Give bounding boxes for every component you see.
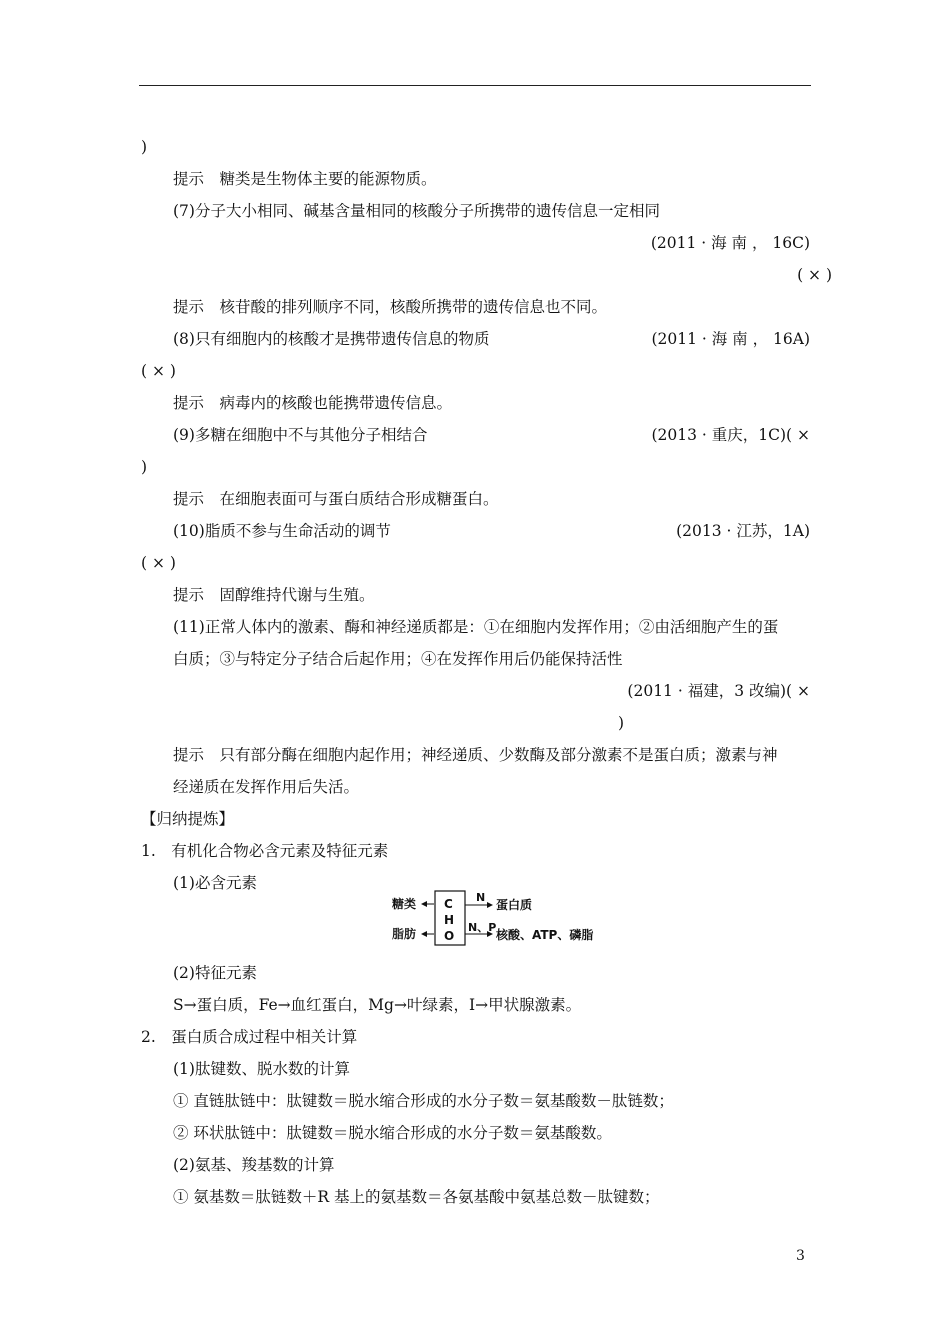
header-rule <box>139 85 811 86</box>
source-citation: (2011 · 海 南 ， 16C) <box>650 234 810 252</box>
numbered-heading: 1. 有机化合物必含元素及特征元素 <box>141 842 389 860</box>
hint-line-cont: 经递质在发挥作用后失活。 <box>173 778 360 796</box>
text-line: ) <box>618 714 625 732</box>
diagram-np-label: N、P <box>468 921 497 934</box>
question-7: (7)分子大小相同、碱基含量相同的核酸分子所携带的遗传信息一定相同 <box>173 202 660 220</box>
formula-line: ② 环状肽链中：肽键数＝脱水缩合形成的水分子数＝氨基酸数。 <box>173 1124 612 1142</box>
hint-line: 提示 核苷酸的排列顺序不同，核酸所携带的遗传信息也不同。 <box>173 298 608 316</box>
question-11-cont: 白质；③与特定分子结合后起作用；④在发挥作用后仍能保持活性 <box>173 650 623 668</box>
element-h: H <box>444 913 455 927</box>
element-c: C <box>444 897 453 911</box>
question-9: (9)多糖在细胞中不与其他分子相结合 <box>173 426 428 444</box>
source-citation: (2013 · 重庆，1C)( × <box>651 426 810 444</box>
answer-mark: ( × ) <box>797 266 832 284</box>
text-line: S→蛋白质，Fe→血红蛋白，Mg→叶绿素，I→甲状腺激素。 <box>173 996 582 1014</box>
diagram-right-bottom: 核酸、ATP、磷脂 <box>496 928 594 942</box>
subheading: (1)肽键数、脱水数的计算 <box>173 1060 350 1078</box>
subheading: (2)特征元素 <box>173 964 257 982</box>
formula-line: ① 直链肽链中：肽键数＝脱水缩合形成的水分子数＝氨基酸数－肽链数； <box>173 1092 674 1110</box>
section-heading: 【归纳提炼】 <box>141 810 235 828</box>
hint-line: 提示 固醇维持代谢与生殖。 <box>173 586 375 604</box>
hint-line: 提示 病毒内的核酸也能携带遗传信息。 <box>173 394 453 412</box>
hint-line: 提示 糖类是生物体主要的能源物质。 <box>173 170 437 188</box>
numbered-heading: 2. 蛋白质合成过程中相关计算 <box>141 1028 358 1046</box>
page-number: 3 <box>796 1248 805 1264</box>
element-diagram <box>380 888 600 948</box>
source-citation: (2013 · 江苏，1A) <box>676 522 810 540</box>
answer-mark: ( × ) <box>141 554 176 572</box>
diagram-left-top: 糖类 <box>392 897 417 911</box>
answer-mark: ( × ) <box>141 362 176 380</box>
source-citation: (2011 · 福建，3 改编)( × <box>627 682 810 700</box>
question-8: (8)只有细胞内的核酸才是携带遗传信息的物质 <box>173 330 490 348</box>
question-10: (10)脂质不参与生命活动的调节 <box>173 522 391 540</box>
diagram-right-top: 蛋白质 <box>496 898 533 912</box>
element-o: O <box>444 929 455 943</box>
hint-line: 提示 只有部分酶在细胞内起作用；神经递质、少数酶及部分激素不是蛋白质；激素与神 <box>173 746 778 764</box>
text-line: ) <box>141 458 148 476</box>
question-11: (11)正常人体内的激素、酶和神经递质都是：①在细胞内发挥作用；②由活细胞产生的蛋 <box>173 618 779 636</box>
source-citation: (2011 · 海 南 ， 16A) <box>651 330 810 348</box>
diagram-left-bottom: 脂肪 <box>392 927 417 941</box>
subheading: (2)氨基、羧基数的计算 <box>173 1156 335 1174</box>
subheading: (1)必含元素 <box>173 874 257 892</box>
hint-line: 提示 在细胞表面可与蛋白质结合形成糖蛋白。 <box>173 490 499 508</box>
text-line: ) <box>141 138 148 156</box>
formula-line: ① 氨基数＝肽链数＋R 基上的氨基数＝各氨基酸中氨基总数－肽键数； <box>173 1188 660 1206</box>
diagram-n-label: N <box>476 891 486 904</box>
